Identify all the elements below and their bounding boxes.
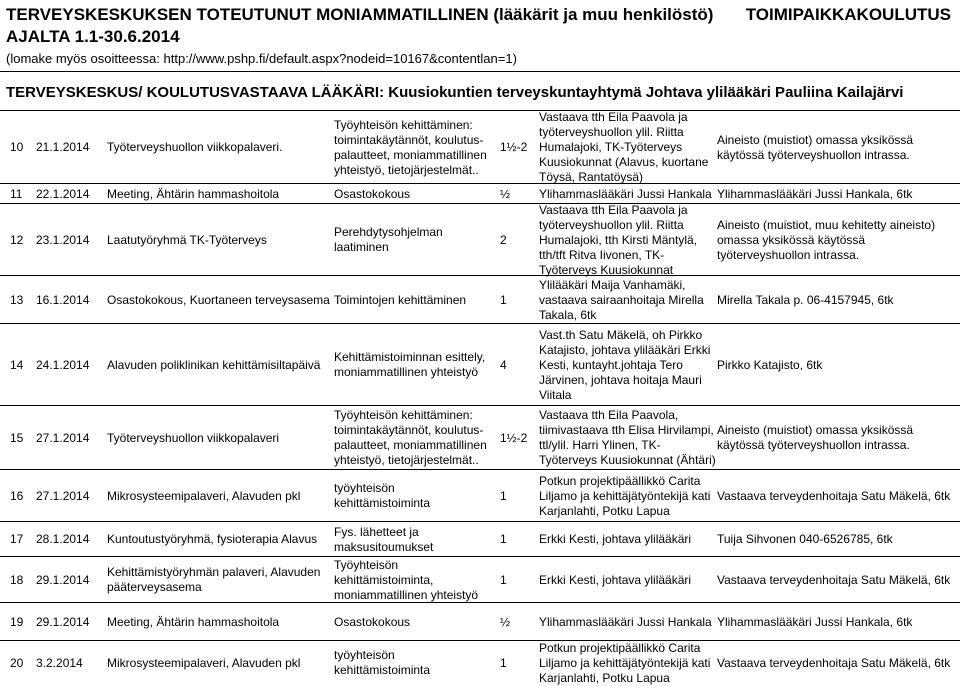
row-notes: Ylihammaslääkäri Jussi Hankala, 6tk	[717, 614, 913, 629]
row-hours: ½	[500, 614, 511, 629]
row-event: Meeting, Ähtärin hammashoitola	[107, 614, 280, 629]
row-topic: Fys. lähetteet ja maksusitoumukset	[334, 524, 434, 554]
row-date: 29.1.2014	[36, 572, 90, 587]
row-responsible: Erkki Kesti, johtava ylilääkäri	[539, 532, 692, 546]
row-event: Alavuden poliklinikan kehittämisiltapäivä	[107, 357, 321, 372]
row-responsible: Vastaava tth Eila Paavola ja työterveyshuollon ylil. Riitta Humalajoki, TK-Työterveys Kuusiokunnat (Alavus, kuortane Töysä, Rantatöysä)	[539, 110, 709, 184]
row-topic: työyhteisön kehittämistoiminta	[334, 481, 431, 510]
row-responsible: Ylilääkäri Maija Vanhamäki, vastaava sairaanhoitaja Mirella Takala, 6tk	[539, 277, 704, 322]
header-divider	[0, 71, 960, 72]
row-notes: Pirkko Katajisto, 6tk	[717, 357, 823, 372]
row-topic: Toimintojen kehittäminen	[334, 292, 467, 307]
row-responsible: Potkun projektipäällikkö Carita Liljamo ja kehittäjätyöntekijä kati Karjanlahti, Potku Lapua	[539, 473, 711, 518]
table-row	[0, 110, 960, 184]
row-number: 15	[10, 430, 24, 445]
row-number: 13	[10, 292, 24, 307]
row-date: 21.1.2014	[36, 140, 90, 154]
row-topic: työyhteisön kehittämistoiminta	[334, 648, 431, 677]
row-date: 24.1.2014	[36, 357, 90, 372]
row-number: 20	[10, 655, 24, 670]
row-hours: 1	[500, 488, 507, 503]
row-hours: 2	[500, 232, 507, 247]
row-number: 12	[10, 232, 24, 247]
row-number: 19	[10, 614, 24, 629]
row-topic: Perehdytysohjelman laatiminen	[334, 225, 443, 254]
row-hours: 1	[500, 572, 507, 587]
row-responsible: Vastaava tth Eila Paavola ja työterveyshuollon ylil. Riitta Humalajoki, tth Kirsti Mäntylä, tth/tft Ritva Iivonen, TK- Työterveys Kuusiokunnat	[539, 202, 698, 277]
table-row	[0, 469, 960, 522]
row-number: 17	[10, 532, 24, 546]
row-number: 14	[10, 357, 24, 372]
row-notes: Aineisto (muistiot) omassa yksikössä käytössä työterveyshuollon intrassa.	[717, 132, 914, 162]
row-notes: Aineisto (muistiot) omassa yksikössä käytössä työterveyshuollon intrassa.	[717, 423, 914, 452]
row-event: Kuntoutustyöryhmä, fysioterapia Alavus	[107, 532, 318, 546]
row-responsible: Potkun projektipäällikkö Carita Liljamo ja kehittäjätyöntekijä kati Karjanlahti, Potku Lapua	[539, 640, 711, 685]
row-hours: 1½-2	[500, 140, 528, 154]
row-event: Mikrosysteemipalaveri, Alavuden pkl	[107, 488, 301, 503]
row-date: 16.1.2014	[36, 292, 90, 307]
row-date: 28.1.2014	[36, 532, 90, 546]
row-responsible: Ylihammaslääkäri Jussi Hankala	[539, 614, 712, 629]
row-event: Laatutyöryhmä TK-Työterveys	[107, 232, 267, 247]
row-hours: 4	[500, 357, 507, 372]
row-date: 22.1.2014	[36, 186, 90, 201]
row-number: 10	[10, 140, 24, 154]
row-event: Meeting, Ähtärin hammashoitola	[107, 186, 280, 201]
row-hours: ½	[500, 186, 511, 201]
table-row	[0, 640, 960, 685]
row-number: 11	[10, 186, 23, 201]
row-date: 27.1.2014	[36, 488, 90, 503]
row-topic: Kehittämistoiminnan esittely, moniammatillinen yhteistyö	[334, 350, 486, 379]
document-title: TERVEYSKESKUKSEN TOTEUTUNUT MONIAMMATILLINEN (lääkärit ja muu henkilöstö)	[6, 5, 714, 24]
table-row	[0, 275, 960, 324]
table-row	[0, 405, 960, 470]
row-event: Mikrosysteemipalaveri, Alavuden pkl	[107, 655, 301, 670]
row-number: 16	[10, 488, 24, 503]
row-topic: Työyhteisön kehittäminen: toimintakäytännöt, koulutus- palautteet, moniammatillinen yhteistyö, tietojärjestelmät..	[334, 117, 487, 177]
row-event: Työterveyshuollon viikkopalaveri	[107, 430, 280, 445]
row-notes: Mirella Takala p. 06-4157945, 6tk	[717, 292, 894, 307]
table-row	[0, 203, 960, 276]
row-responsible: Erkki Kesti, johtava ylilääkäri	[539, 572, 692, 587]
row-responsible: Vast.th Satu Mäkelä, oh Pirkko Katajisto, johtava ylilääkäri Erkki Kesti, kuntayht.johtaja Tero Järvinen, johtava hoitaja Mauri Viitala	[539, 327, 711, 402]
table-row	[0, 183, 960, 204]
row-event: Työterveyshuollon viikkopalaveri.	[107, 140, 283, 154]
row-date: 3.2.2014	[36, 655, 83, 670]
row-notes: Vastaava terveydenhoitaja Satu Mäkelä, 6tk	[717, 572, 951, 587]
row-notes: Ylihammaslääkäri Jussi Hankala, 6tk	[717, 186, 913, 201]
row-topic: Työyhteisön kehittäminen: toimintakäytännöt, koulutus- palautteet, moniammatillinen yhteistyö, tietojärjestelmät..	[334, 408, 487, 467]
row-topic: Osastokokous	[334, 186, 411, 201]
document-period: AJALTA 1.1-30.6.2014	[6, 27, 180, 46]
department-label: TOIMIPAIKKAKOULUTUS	[745, 5, 951, 24]
row-notes: Vastaava terveydenhoitaja Satu Mäkelä, 6tk	[717, 488, 951, 503]
table-row	[0, 521, 960, 557]
row-event: Kehittämistyöryhmän palaveri, Alavuden pääterveysasema	[107, 565, 321, 594]
row-number: 18	[10, 572, 24, 587]
row-date: 29.1.2014	[36, 614, 90, 629]
row-date: 23.1.2014	[36, 232, 90, 247]
row-event: Osastokokous, Kuortaneen terveysasema	[107, 292, 330, 307]
table-row	[0, 602, 960, 641]
row-topic: Osastokokous	[334, 614, 411, 629]
row-notes: Tuija Sihvonen 040-6526785, 6tk	[717, 532, 893, 546]
row-responsible: Ylihammaslääkäri Jussi Hankala	[539, 186, 712, 201]
row-topic: Työyhteisön kehittämistoiminta, moniammatillinen yhteistyö	[334, 557, 479, 602]
row-hours: 1	[500, 655, 507, 670]
table-row	[0, 556, 960, 603]
row-hours: 1½-2	[500, 430, 528, 445]
document-subtitle: TERVEYSKESKUS/ KOULUTUSVASTAAVA LÄÄKÄRI: Kuusiokuntien terveyskuntayhtymä Johtava ylilääkäri Pauliina Kailajärvi	[6, 84, 904, 101]
form-instructions: (lomake myös osoitteessa: http://www.pshp.fi/default.aspx?nodeid=10167&contentlan=1)	[6, 51, 517, 66]
row-responsible: Vastaava tth Eila Paavola, tiimivastaava tth Elisa Hirvilampi, ttl/ylil. Harri Ylinen, TK- Työterveys Kuusiokunnat (Ähtäri)	[539, 408, 716, 467]
row-notes: Aineisto (muistiot, muu kehitetty aineisto) omassa yksikössä käytössä työterveyshuollon intrassa.	[717, 217, 936, 262]
row-date: 27.1.2014	[36, 430, 90, 445]
row-notes: Vastaava terveydenhoitaja Satu Mäkelä, 6tk	[717, 655, 951, 670]
table-row	[0, 323, 960, 406]
row-hours: 1	[500, 292, 507, 307]
row-hours: 1	[500, 532, 507, 546]
